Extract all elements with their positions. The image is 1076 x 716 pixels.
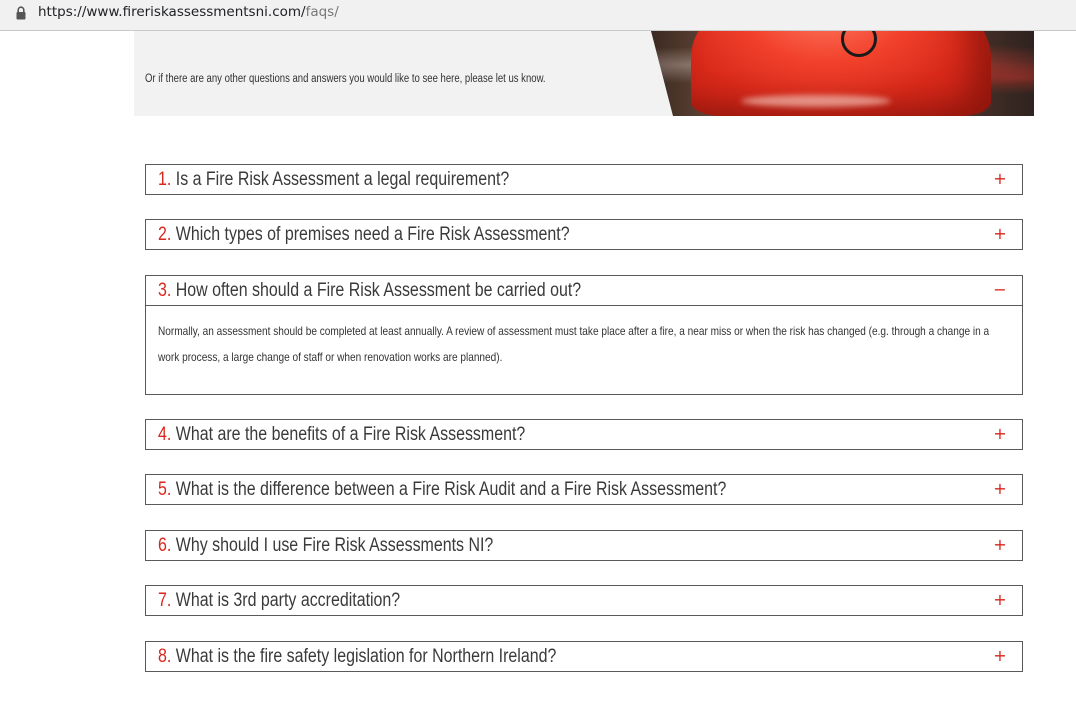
faq-item-3[interactable] — [145, 275, 1023, 395]
faq-header[interactable] — [146, 420, 1022, 449]
fire-extinguisher-image — [651, 31, 1034, 116]
lock-icon — [16, 6, 26, 20]
faq-question-text: How often should a Fire Risk Assessment be carried out? — [175, 280, 582, 301]
expand-icon[interactable]: + — [993, 590, 1007, 609]
faq-question-text: What is the difference between a Fire Risk Audit and a Fire Risk Assessment? — [175, 479, 727, 500]
faq-number: 4. — [158, 424, 172, 445]
faq-number: 2. — [158, 224, 172, 245]
expand-icon[interactable]: + — [993, 424, 1007, 443]
faq-header[interactable] — [146, 531, 1022, 560]
expand-icon[interactable]: + — [993, 169, 1007, 188]
expand-icon[interactable]: + — [993, 535, 1007, 554]
faq-question[interactable] — [158, 280, 581, 302]
faq-question[interactable] — [158, 224, 570, 246]
faq-item-5[interactable] — [145, 474, 1023, 505]
faq-question-text: What is 3rd party accreditation? — [175, 590, 401, 611]
expand-icon[interactable]: + — [993, 224, 1007, 243]
hero-banner — [134, 31, 1034, 116]
expand-icon[interactable]: + — [993, 646, 1007, 665]
faq-question-text: Which types of premises need a Fire Risk Assessment? — [175, 224, 570, 245]
faq-item-1[interactable] — [145, 164, 1023, 195]
faq-question[interactable] — [158, 535, 493, 557]
faq-item-8[interactable] — [145, 641, 1023, 672]
faq-header[interactable] — [146, 276, 1022, 305]
faq-item-4[interactable] — [145, 419, 1023, 450]
faq-number: 6. — [158, 535, 172, 556]
faq-header[interactable] — [146, 220, 1022, 249]
faq-number: 8. — [158, 646, 172, 667]
url-path: faqs/ — [305, 4, 339, 20]
faq-question[interactable] — [158, 424, 525, 446]
faq-question-text: Is a Fire Risk Assessment a legal requirement? — [175, 169, 510, 190]
expand-icon[interactable]: + — [993, 479, 1007, 498]
faq-header[interactable] — [146, 586, 1022, 615]
faq-item-6[interactable] — [145, 530, 1023, 561]
collapse-icon[interactable]: − — [993, 280, 1007, 299]
faq-header[interactable] — [146, 642, 1022, 671]
faq-number: 7. — [158, 590, 172, 611]
faq-question[interactable] — [158, 169, 509, 191]
faq-item-2[interactable] — [145, 219, 1023, 250]
faq-number: 1. — [158, 169, 172, 190]
faq-item-7[interactable] — [145, 585, 1023, 616]
faq-question-text: What is the fire safety legislation for Northern Ireland? — [175, 646, 557, 667]
faq-question[interactable] — [158, 590, 400, 612]
hero-text: Or if there are any other questions and answers you would like to see here, please let us know. — [145, 73, 546, 85]
faq-question-text: What are the benefits of a Fire Risk Assessment? — [175, 424, 526, 445]
faq-question-text: Why should I use Fire Risk Assessments NI? — [175, 535, 494, 556]
faq-answer-panel — [146, 305, 1022, 394]
faq-number: 5. — [158, 479, 172, 500]
browser-address-bar[interactable] — [0, 0, 1076, 31]
faq-number: 3. — [158, 280, 172, 301]
faq-header[interactable] — [146, 475, 1022, 504]
url-base: https://www.fireriskassessmentsni.com/ — [38, 4, 306, 20]
url-text[interactable] — [38, 4, 339, 20]
faq-header[interactable] — [146, 165, 1022, 194]
faq-answer: Normally, an assessment should be completed at least annually. A review of assessment must take place after a fire, a near miss or when the risk has changed (e.g. through a change in a work process, a large change of staff or when renovation works are planned). — [158, 324, 990, 364]
faq-question[interactable] — [158, 479, 726, 501]
faq-question[interactable] — [158, 646, 556, 668]
